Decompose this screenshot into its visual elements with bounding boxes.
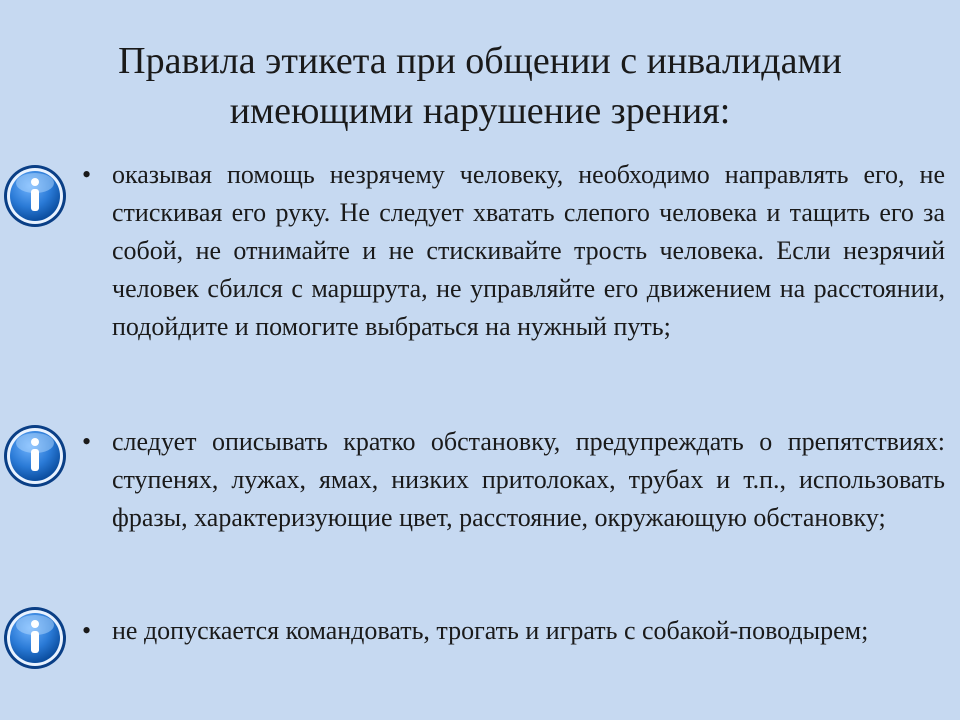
info-icon [2, 163, 68, 229]
item-text: следует описывать кратко обстановку, предупреждать о препятствиях: ступенях, лужах, ямах, низких притолоках, трубах и т.п., использовать фразы, характеризующие цвет, расстояние, окружающую обстановку; [112, 427, 945, 532]
slide-title-line-2: имеющими нарушение зрения: [229, 90, 731, 132]
item-text: не допускается командовать, трогать и играть с собакой-поводырем; [112, 616, 869, 645]
info-icon [2, 423, 68, 489]
slide-title [40, 36, 920, 136]
bullet: • [82, 160, 92, 189]
info-icon [2, 605, 68, 671]
item-text: оказывая помощь незрячему человеку, необходимо направлять его, не стискивая его руку. Не следует хватать слепого человека и тащить его за собой, не отнимайте и не стискивайте трость человека. Если незрячий человек сбился с маршрута, не управляйте его движением на расстоянии, подойдите и помогите выбраться на нужный путь; [112, 160, 945, 341]
slide-title-line-1: Правила этикета при общении с инвалидами [118, 40, 842, 82]
bullet: • [82, 427, 92, 456]
bullet: • [82, 616, 92, 645]
